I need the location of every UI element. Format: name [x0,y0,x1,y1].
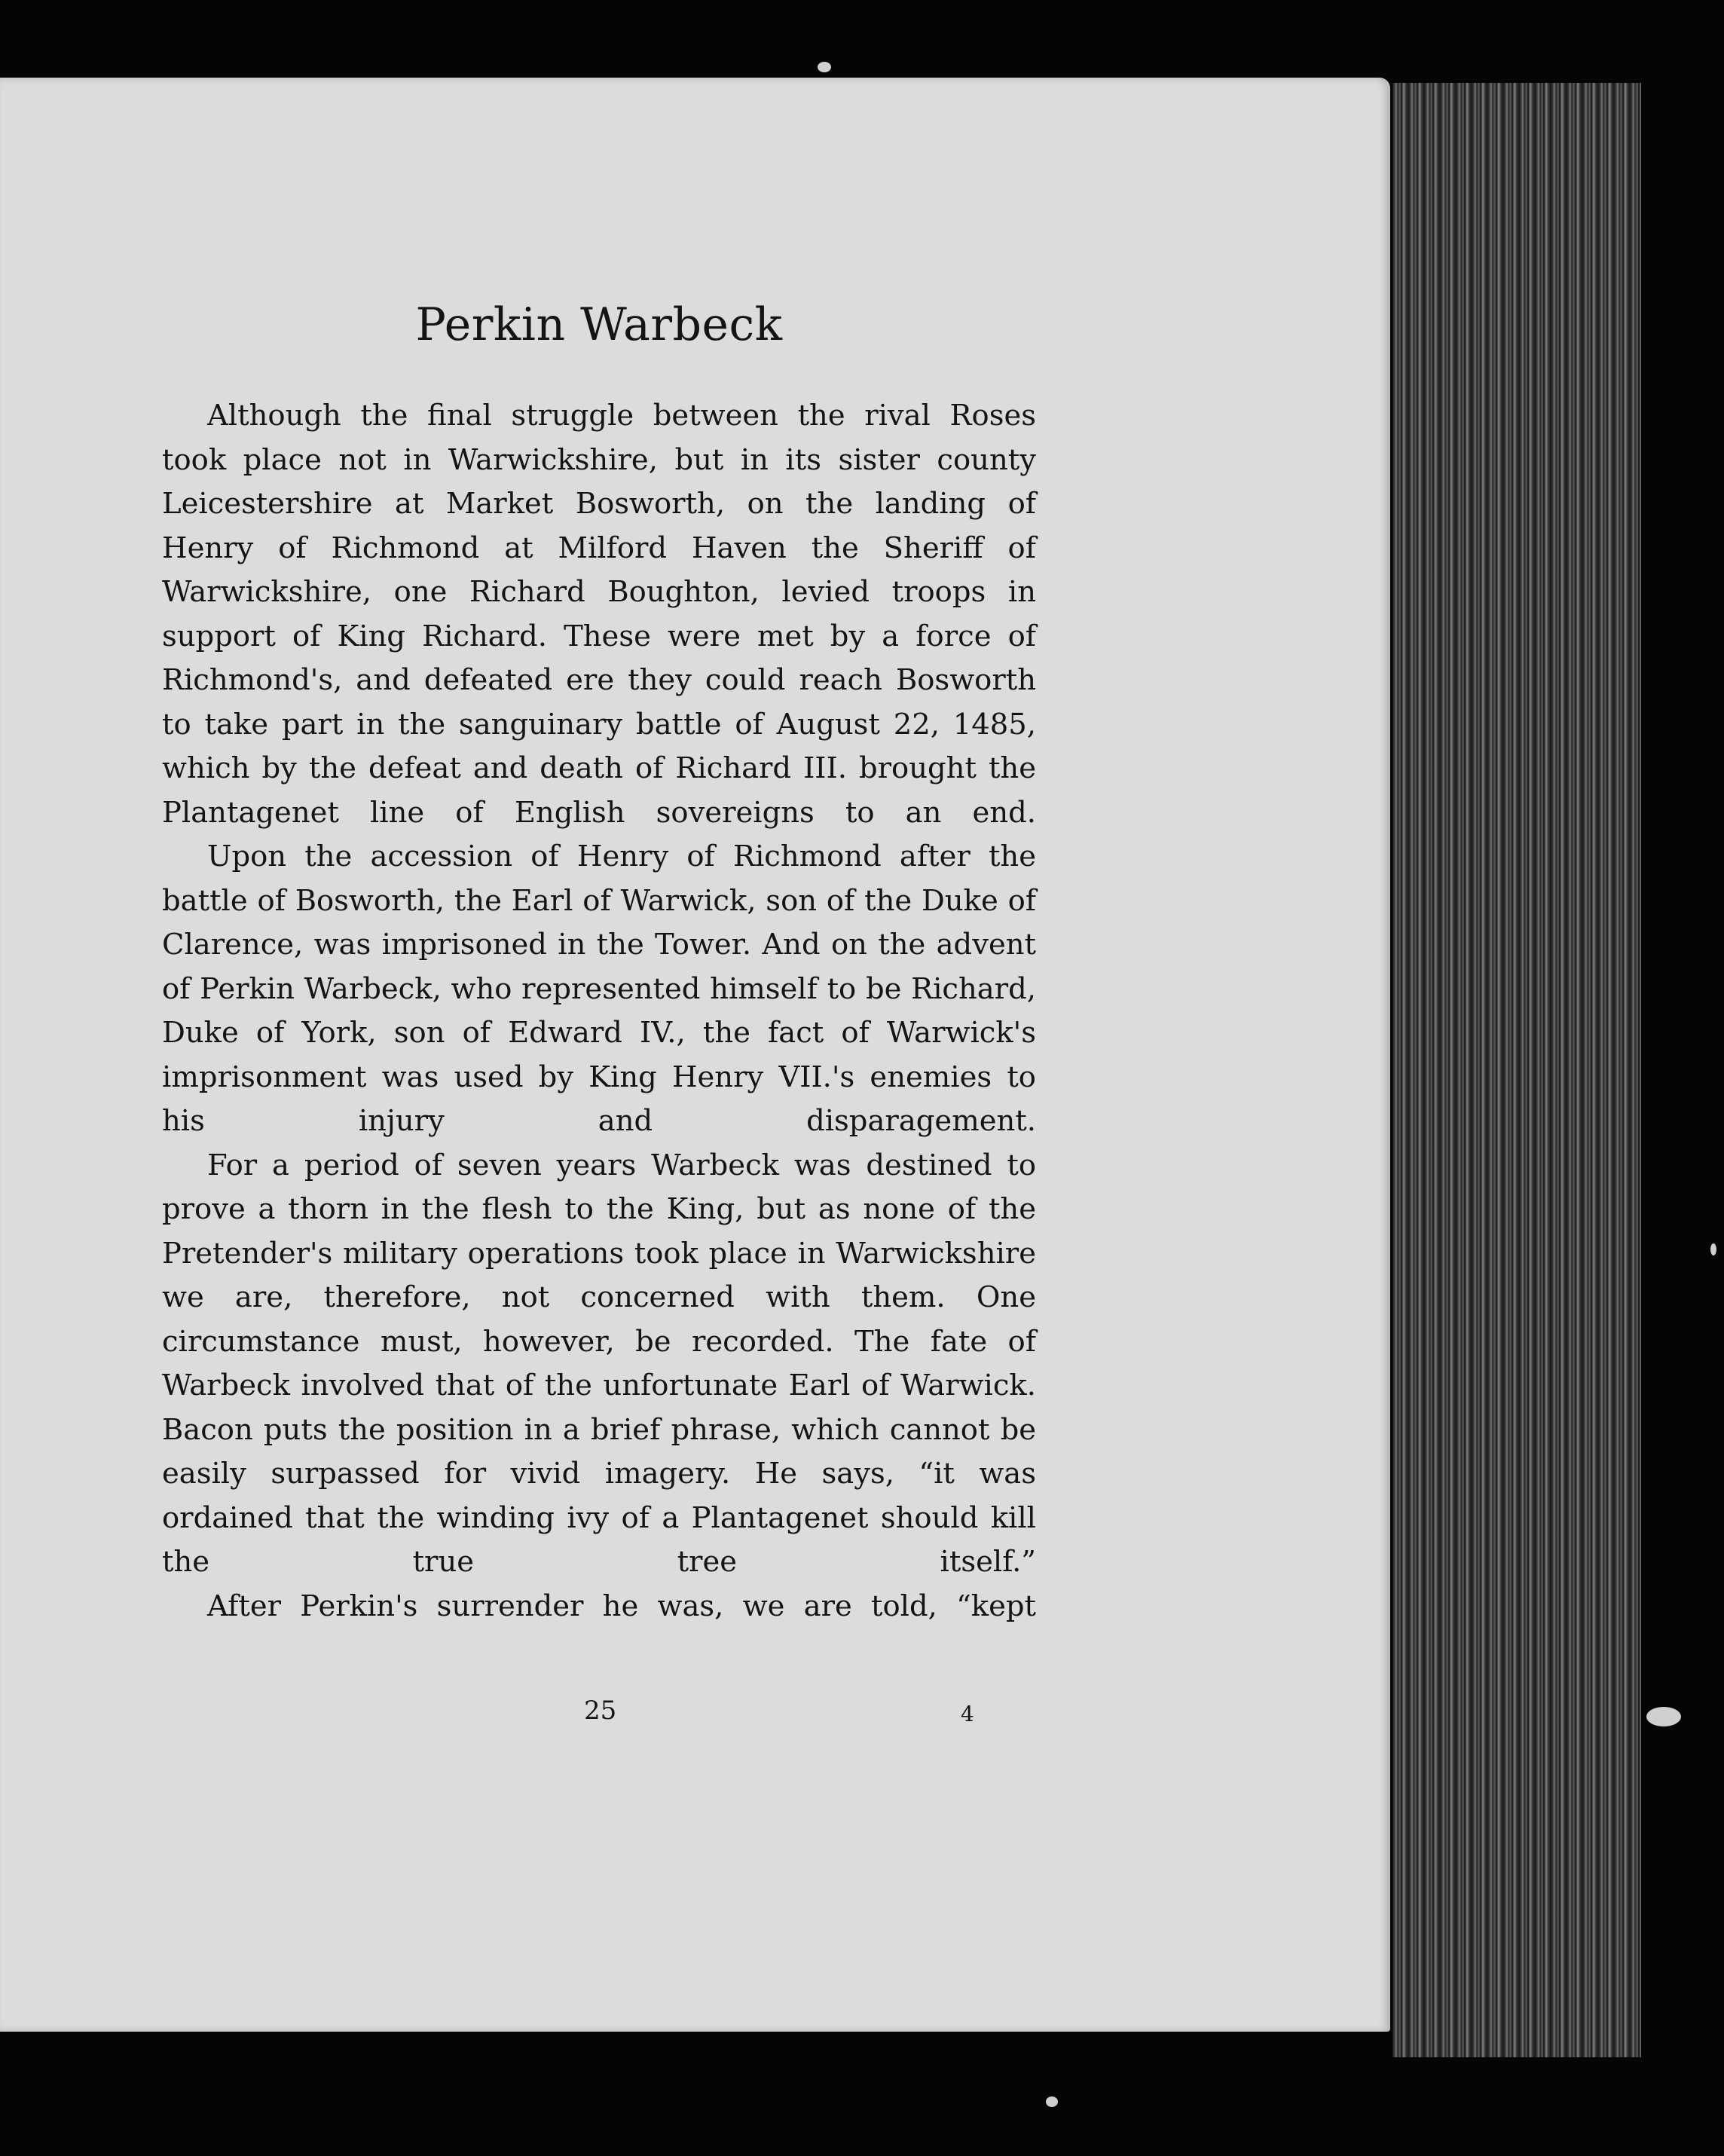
paragraph: Although the final struggle between the rival Roses took place not in Warwickshire, but in its sister county Leicestershire at Market Bosworth, on the landing of Henry of Richmond at Milford Haven the Sheriff of Warwickshire, one Richard Boughton, levied troops in support of King Richard. These were met by a force of Richmond's, and defeated ere they could reach Bosworth to take part in the sanguinary battle of August 22, 1485, which by the defeat and death of Richard III. brought the Plantagenet line of English sovereigns to an end. [162,399,1036,830]
paragraph: For a period of seven years Warbeck was destined to prove a thorn in the flesh to the King, but as none of the Pretender's military operations took place in Warwickshire we are, therefore, not concerned with them. One circumstance must, however, be recorded. The fate of Warbeck involved that of the unfortunate Earl of Warwick. Bacon puts the position in a brief phrase, which cannot be easily surpassed for vivid imagery. He says, “it was ordained that the winding ivy of a Plantagenet should kill the true tree itself.” [162,1148,1036,1579]
dust-speck [1710,1243,1716,1255]
dust-speck [1046,2096,1058,2107]
page-number: 25 [584,1696,617,1726]
page-title: Perkin Warbeck [415,298,783,351]
book-page-edges [1392,83,1641,2057]
signature-mark: 4 [961,1702,974,1726]
dust-speck [1646,1707,1681,1726]
page-text [162,298,1036,1628]
page-footer [162,1696,1036,1733]
paragraph: After Perkin's surrender he was, we are told, “kept [207,1589,1036,1623]
dust-speck [818,62,831,72]
paragraph: Upon the accession of Henry of Richmond after the battle of Bosworth, the Earl of Warwick, son of the Duke of Clarence, was imprisoned in the Tower. And on the advent of Perkin Warbeck, who represented himself to be Richard, Duke of York, son of Edward IV., the fact of Warwick's imprisonment was used by King Henry VII.'s enemies to his injury and disparagement. [162,839,1036,1138]
